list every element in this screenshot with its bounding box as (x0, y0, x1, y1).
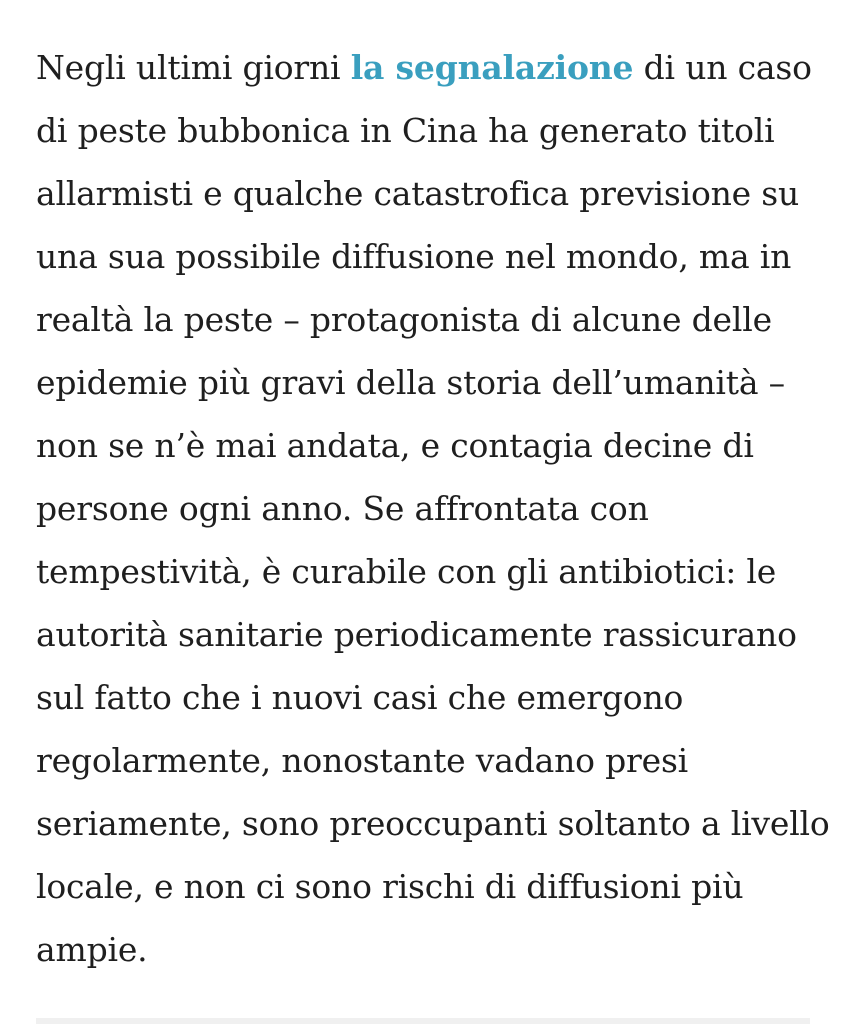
line-1-suffix: di un caso (633, 48, 812, 87)
article-paragraph (36, 36, 830, 981)
paragraph-line: locale, e non ci sono rischi di diffusioni più (36, 867, 744, 906)
paragraph-line: ampie. (36, 930, 148, 969)
paragraph-line: di peste bubbonica in Cina ha generato titoli (36, 111, 775, 150)
article-body (36, 36, 830, 981)
paragraph-line: epidemie più gravi della storia dell’umanità – (36, 363, 785, 402)
paragraph-line: una sua possibile diffusione nel mondo, ma in (36, 237, 792, 276)
segnalazione-link[interactable]: la segnalazione (350, 48, 634, 87)
paragraph-line: seriamente, sono preoccupanti soltanto a livello (36, 804, 830, 843)
section-divider (36, 1018, 810, 1024)
paragraph-line-1 (36, 36, 816, 99)
paragraph-line: autorità sanitarie periodicamente rassicurano (36, 615, 797, 654)
paragraph-line: persone ogni anno. Se affrontata con (36, 489, 649, 528)
paragraph-line: allarmisti e qualche catastrofica previsione su (36, 174, 800, 213)
line-1-prefix: Negli ultimi giorni (36, 48, 351, 87)
paragraph-line: sul fatto che i nuovi casi che emergono (36, 678, 684, 717)
paragraph-line: regolarmente, nonostante vadano presi (36, 741, 689, 780)
paragraph-line: realtà la peste – protagonista di alcune delle (36, 300, 772, 339)
paragraph-line: tempestività, è curabile con gli antibiotici: le (36, 552, 777, 591)
paragraph-line: non se n’è mai andata, e contagia decine di (36, 426, 754, 465)
